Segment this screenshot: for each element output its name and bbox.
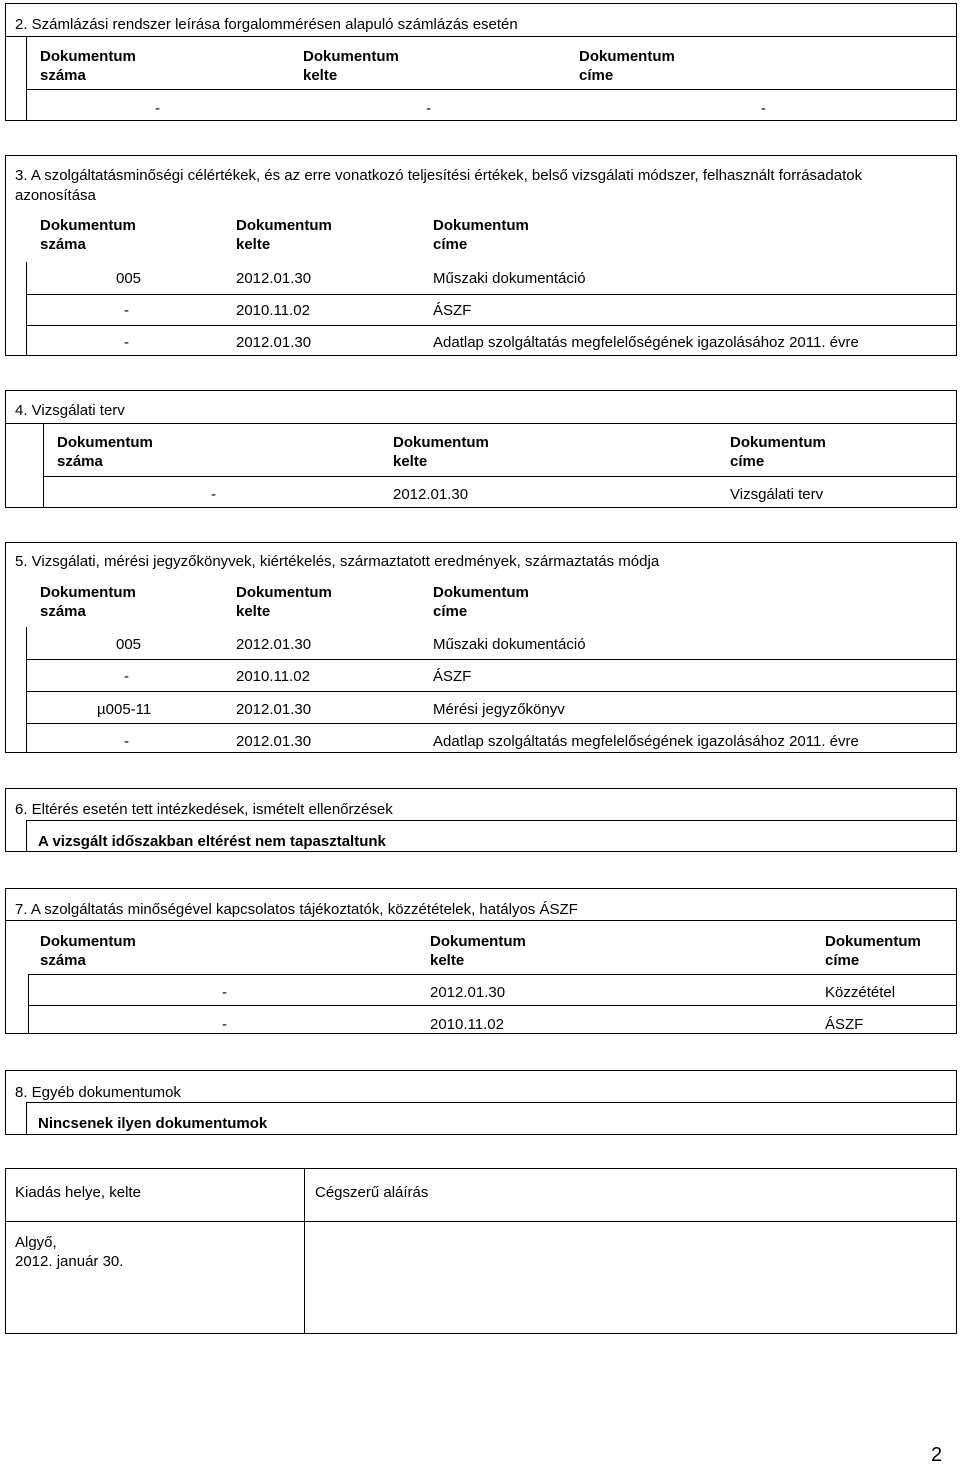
- cell-date: 2012.01.30: [236, 636, 312, 653]
- date-value: 2012. január 30.: [15, 1253, 124, 1270]
- cell-title: Adatlap szolgáltatás megfelelőségének igazolásához 2011. évre: [433, 334, 859, 351]
- cell-date: 2012.01.30: [236, 270, 312, 287]
- cell-date: 2012.01.30: [236, 334, 312, 351]
- cell-title: Műszaki dokumentáció: [433, 270, 586, 287]
- cell-date: -: [426, 100, 431, 117]
- cell-number: 005: [116, 270, 142, 287]
- cell-number: -: [124, 302, 129, 319]
- section-2-title: 2. Számlázási rendszer leírása forgalommérésen alapuló számlázás esetén: [15, 16, 518, 33]
- header-doc-date: Dokumentum kelte: [303, 48, 399, 84]
- section-8-title: 8. Egyéb dokumentumok: [15, 1084, 181, 1101]
- cell-title: ÁSZF: [825, 1016, 864, 1033]
- section-7-title: 7. A szolgáltatás minőségével kapcsolatos tájékoztatók, közzétételek, hatályos ÁSZF: [15, 901, 578, 918]
- section-5-title: 5. Vizsgálati, mérési jegyzőkönyvek, kiértékelés, származtatott eredmények, származtatás módja: [15, 553, 660, 570]
- header-doc-number: Dokumentum száma: [40, 584, 136, 620]
- header-doc-date: Dokumentum kelte: [430, 933, 526, 969]
- cell-number: 005: [116, 636, 142, 653]
- cell-date: 2012.01.30: [236, 701, 312, 718]
- cell-number: -: [211, 486, 216, 503]
- header-doc-number: Dokumentum száma: [40, 48, 136, 84]
- section-3-title-line2: azonosítása: [15, 187, 96, 204]
- cell-date: 2012.01.30: [393, 486, 469, 503]
- cell-number: -: [155, 100, 160, 117]
- header-doc-number: Dokumentum száma: [40, 933, 136, 969]
- cell-title: ÁSZF: [433, 302, 472, 319]
- header-doc-number: Dokumentum száma: [57, 434, 153, 470]
- header-doc-title: Dokumentum címe: [825, 933, 921, 969]
- cell-number: -: [222, 984, 227, 1001]
- cell-title: Műszaki dokumentáció: [433, 636, 586, 653]
- cell-number: µ005-11: [97, 701, 152, 718]
- cell-date: 2010.11.02: [430, 1016, 504, 1033]
- section-3-title-line1: 3. A szolgáltatásminőségi célértékek, és az erre vonatkozó teljesítési értékek, belső vizsgálati módszer, felhasznált forrásadatok: [15, 167, 863, 184]
- place-value: Algyő,: [15, 1234, 57, 1251]
- cell-title: Vizsgálati terv: [730, 486, 824, 503]
- header-doc-date: Dokumentum kelte: [236, 584, 332, 620]
- section-6-note: A vizsgált időszakban eltérést nem tapasztaltunk: [38, 833, 386, 850]
- cell-date: 2010.11.02: [236, 668, 310, 685]
- cell-date: 2010.11.02: [236, 302, 310, 319]
- cell-title: -: [761, 100, 766, 117]
- signature-label: Cégszerű aláírás: [315, 1184, 429, 1201]
- cell-number: -: [124, 733, 129, 750]
- cell-title: Adatlap szolgáltatás megfelelőségének igazolásához 2011. évre: [433, 733, 859, 750]
- cell-title: Közzététel: [825, 984, 896, 1001]
- header-doc-number: Dokumentum száma: [40, 217, 136, 253]
- place-date-label: Kiadás helye, kelte: [15, 1184, 141, 1201]
- header-doc-date: Dokumentum kelte: [236, 217, 332, 253]
- section-4-title: 4. Vizsgálati terv: [15, 402, 125, 419]
- header-doc-date: Dokumentum kelte: [393, 434, 489, 470]
- cell-number: -: [124, 668, 129, 685]
- cell-title: Mérési jegyzőkönyv: [433, 701, 565, 718]
- section-6-title: 6. Eltérés esetén tett intézkedések, ismételt ellenőrzések: [15, 801, 393, 818]
- cell-number: -: [124, 334, 129, 351]
- page-number: 2: [931, 1444, 943, 1466]
- cell-date: 2012.01.30: [430, 984, 506, 1001]
- cell-number: -: [222, 1016, 227, 1033]
- header-doc-title: Dokumentum címe: [730, 434, 826, 470]
- header-doc-title: Dokumentum címe: [433, 584, 529, 620]
- cell-title: ÁSZF: [433, 668, 472, 685]
- header-doc-title: Dokumentum címe: [433, 217, 529, 253]
- header-doc-title: Dokumentum címe: [579, 48, 675, 84]
- section-8-note: Nincsenek ilyen dokumentumok: [38, 1115, 268, 1132]
- cell-date: 2012.01.30: [236, 733, 312, 750]
